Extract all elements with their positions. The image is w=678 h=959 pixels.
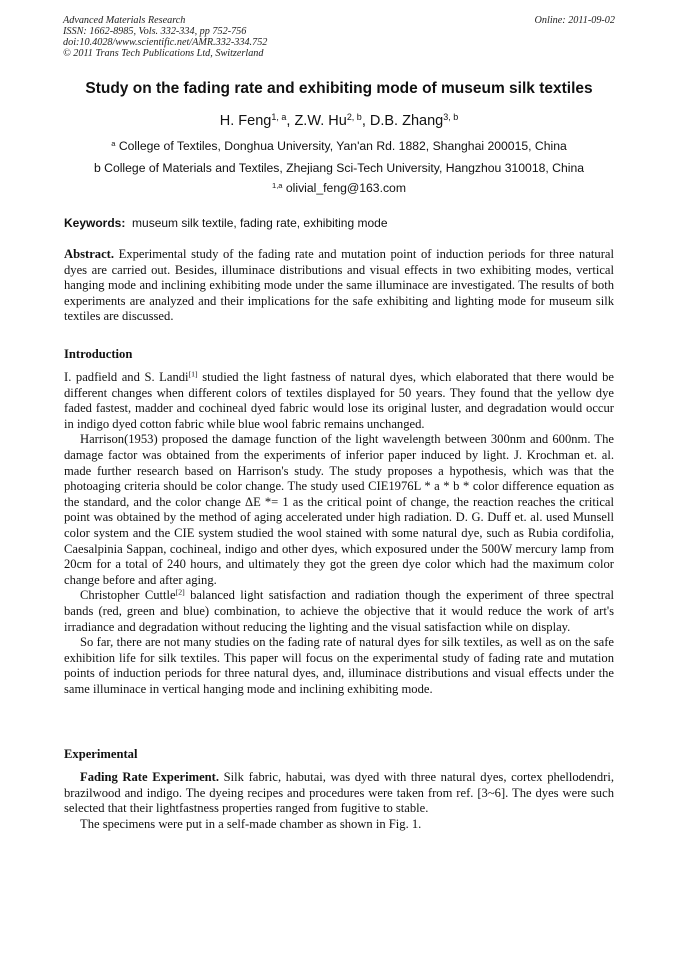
abstract-label: Abstract. <box>64 247 115 261</box>
keywords-text: museum silk textile, fading rate, exhibiting mode <box>132 216 388 230</box>
keywords <box>64 216 614 230</box>
affiliation-a <box>40 139 638 153</box>
intro-paragraph-2: Harrison(1953) proposed the damage function of the light wavelength between 300nm and 600nm. The damage factor was obtained from the experiments of inferior paper induced by light. J. Krochman et. al. made further research based on Harrison's study. The study proposes a hypothesis, which was that the photoaging criteria should be color change. The study used CIE1976L * a * b * color difference equation as the standard, and the color change ΔE *= 1 as the critical point of change, the reaction reaches the critical point was obtained by the method of aging accelerated under high radiation. D. G. Duff et. al. used Munsell color system and the CIE system studied the wool stained with some natural dye, such as Rubia cordifolia, Caesalpinia Sappan, cochineal, indigo and other dyes, which exposured under the 500W mercury lamp from 20cm for a total of 240 hours, and ultimately they got the green dye color which had the maximum color change before and after aging. <box>64 432 614 587</box>
online-date: Online: 2011-09-02 <box>534 15 615 26</box>
citation[interactable]: [1] <box>188 369 198 379</box>
intro-paragraph-4: So far, there are not many studies on the fading rate of natural dyes for silk textiles, as well as on the safe exhibition life for silk textiles. This paper will focus on the experimental study of fading rate and mutation points of induction periods for three natural dyes, and, illuminace distributions and visual effects under the same illuminace in vertical hanging mode and inclining exhibiting mode. <box>64 635 614 696</box>
email-marker: 1,a <box>272 180 283 190</box>
affiliation-marker: a <box>111 138 116 148</box>
experimental-body <box>64 770 614 832</box>
doi-line: doi:10.4028/www.scientific.net/AMR.332-334.752 <box>63 37 268 48</box>
exp-paragraph-1: Fading Rate Experiment. Silk fabric, habutai, was dyed with three natural dyes, cortex phellodendri, brazilwood and indigo. The dyeing recipes and procedures were taken from ref. [3~6]. The dyes were such selected that their lightfastness properties ranged from fugitive to stable. <box>64 770 614 816</box>
author-name: Z.W. Hu <box>294 113 347 129</box>
author-sup: 1, a <box>271 112 287 123</box>
author-name: H. Feng <box>219 113 272 129</box>
copyright-line: © 2011 Trans Tech Publications Ltd, Switzerland <box>63 48 264 59</box>
author-list: H. Feng$^{1, a}$, Z.W. Hu$^{2, b}$, D.B. Zhang$^{3, b}$ <box>219 112 459 129</box>
author-email <box>40 181 638 195</box>
keywords-label: Keywords: <box>64 216 126 230</box>
author-name: D.B. Zhang <box>369 113 444 129</box>
abstract-text: Experimental study of the fading rate and mutation point of induction periods for three natural dyes are carried out. Besides, illuminace distributions and visual effects in two exhibiting modes, vertical hanging mode and inclining exhibiting mode under the same illuminace are investigated. The results of both experiments are analyzed and their implications for the safe exhibiting and lighting mode for museum silk textiles are discussed. <box>64 247 614 324</box>
author-sup: 2, b <box>346 112 362 123</box>
email-link[interactable]: olivial_feng@163.com <box>285 181 406 195</box>
introduction-body <box>64 370 614 697</box>
subsection-label: Fading Rate Experiment. <box>80 770 220 784</box>
paper-title: Study on the fading rate and exhibiting mode of museum silk textiles <box>85 80 593 97</box>
affiliation-text: College of Textiles, Donghua University, Yan'an Rd. 1882, Shanghai 200015, China <box>118 139 567 153</box>
abstract <box>64 247 614 325</box>
citation[interactable]: [2] <box>175 588 185 598</box>
exp-paragraph-2: The specimens were put in a self-made chamber as shown in Fig. 1. <box>80 816 422 831</box>
introduction-heading: Introduction <box>64 347 133 361</box>
journal-header <box>63 15 267 59</box>
experimental-heading: Experimental <box>64 747 138 761</box>
affiliation-b: b College of Materials and Textiles, Zhejiang Sci-Tech University, Hangzhou 310018, China <box>93 161 585 175</box>
author-sup: 3, b <box>443 112 459 123</box>
journal-name: Advanced Materials Research <box>63 15 186 26</box>
issn-line: ISSN: 1662-8985, Vols. 332-334, pp 752-756 <box>63 26 247 37</box>
intro-paragraph-1: I. padfield and S. Landi[1] studied the light fastness of natural dyes, which elaborated that there would be different changes when different colors of textiles displayed for 50 years. They found that the yellow dye faded fastest, madder and cochineal dyed fabric would lose its original luster, and degradation would occur in indigo dyed cotton fabric while blue wool fabric remains unchanged. <box>64 369 614 431</box>
intro-paragraph-3: Christopher Cuttle[2] balanced light satisfaction and radiation though the experiment of three spectral bands (red, green and blue) combination, to achieve the objective that it would reduce the work of art's irradiance and degradation without reducing the lighting and the visual satisfaction while on display. <box>64 588 614 634</box>
